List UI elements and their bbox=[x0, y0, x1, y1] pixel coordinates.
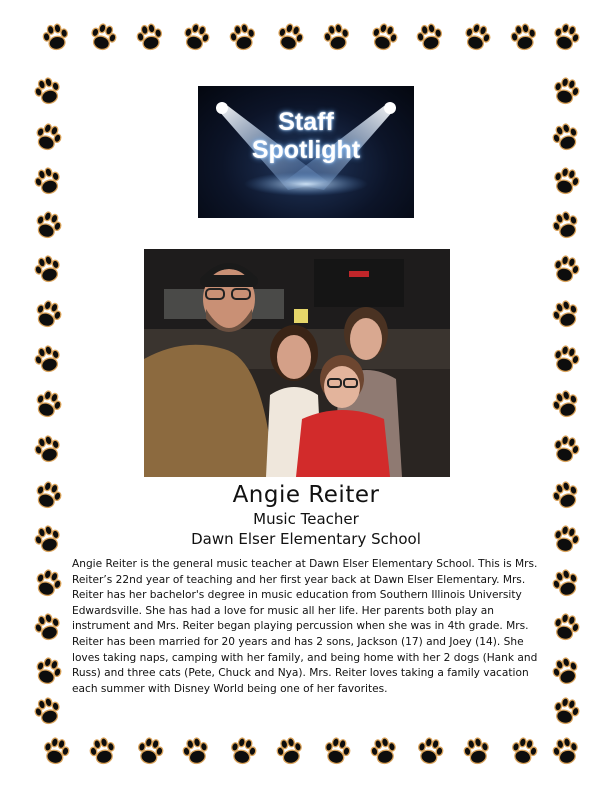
paw-print-icon bbox=[551, 254, 581, 285]
paw-print-icon bbox=[415, 22, 444, 51]
paw-print-icon bbox=[551, 76, 581, 107]
paw-print-icon bbox=[275, 21, 306, 52]
paw-print-icon bbox=[33, 567, 64, 599]
paw-print-icon bbox=[550, 121, 581, 153]
paw-print-icon bbox=[462, 21, 493, 52]
paw-print-icon bbox=[551, 344, 581, 375]
paw-print-icon bbox=[32, 433, 63, 464]
paw-print-icon bbox=[33, 388, 64, 420]
paw-print-icon bbox=[41, 22, 70, 51]
paw-print-icon bbox=[550, 655, 581, 687]
paw-print-icon bbox=[33, 298, 64, 330]
paw-print-icon bbox=[33, 655, 64, 687]
paw-print-icon bbox=[228, 736, 258, 766]
paw-print-icon bbox=[32, 343, 63, 374]
paw-print-icon bbox=[88, 736, 118, 766]
banner-line-2: Spotlight bbox=[251, 136, 361, 164]
paw-print-icon bbox=[228, 22, 257, 51]
paw-print-icon bbox=[509, 736, 539, 766]
paw-print-icon bbox=[135, 22, 164, 51]
paw-print-icon bbox=[322, 22, 351, 51]
paw-print-icon bbox=[32, 165, 63, 196]
paw-print-icon bbox=[551, 434, 581, 465]
paw-print-icon bbox=[369, 736, 399, 766]
paw-print-icon bbox=[462, 736, 492, 766]
paw-print-icon bbox=[32, 695, 63, 726]
paw-print-icon bbox=[181, 21, 212, 52]
paw-print-icon bbox=[135, 736, 165, 766]
banner-line-1: Staff bbox=[278, 108, 334, 136]
paw-print-icon bbox=[551, 736, 581, 766]
paw-print-icon bbox=[551, 612, 581, 643]
staff-spotlight-banner bbox=[198, 86, 414, 218]
family-photo bbox=[144, 249, 450, 477]
paw-print-icon bbox=[275, 736, 305, 766]
paw-print-icon bbox=[369, 21, 400, 52]
paw-print-icon bbox=[32, 253, 63, 284]
school-name: Dawn Elser Elementary School bbox=[191, 530, 421, 548]
paw-print-icon bbox=[551, 21, 582, 52]
paw-print-icon bbox=[550, 209, 581, 241]
teacher-role: Music Teacher bbox=[253, 510, 359, 528]
paw-print-icon bbox=[415, 736, 445, 766]
paw-print-icon bbox=[550, 567, 581, 599]
teacher-name: Angie Reiter bbox=[232, 482, 380, 508]
paw-print-icon bbox=[181, 736, 211, 766]
paw-print-icon bbox=[33, 209, 64, 241]
paw-print-icon bbox=[509, 22, 538, 51]
paw-print-icon bbox=[550, 388, 581, 420]
paw-print-icon bbox=[32, 75, 63, 106]
paw-print-icon bbox=[41, 736, 71, 766]
paw-print-icon bbox=[88, 21, 119, 52]
paw-print-icon bbox=[322, 736, 352, 766]
paw-print-icon bbox=[32, 611, 63, 642]
teacher-bio: Angie Reiter is the general music teacher at Dawn Elser Elementary School. This is Mrs. Reiter’s 22nd year of teaching and her first year back at Dawn Elser Elementary. Mrs. Reiter has her bachelor's degree in music education from Southern Illinois University Edwardsville. She has had a love for music all her life. Her parents both play an instrument and Mrs. Reiter began playing percussion when she was in 4th grade. Mrs. Reiter has been married for 20 years and has 2 sons, Jackson (17) and Joey (14). She loves taking naps, camping with her family, and being home with her 2 dogs (Hank and Russ) and three cats (Pete, Chuck and Nya). Mrs. Reiter loves taking a family vacation each summer with Disney World being one of her favorites. bbox=[72, 558, 538, 695]
paw-print-icon bbox=[551, 166, 581, 197]
paw-print-icon bbox=[33, 121, 64, 153]
paw-print-icon bbox=[550, 298, 581, 330]
paw-print-icon bbox=[551, 696, 581, 727]
